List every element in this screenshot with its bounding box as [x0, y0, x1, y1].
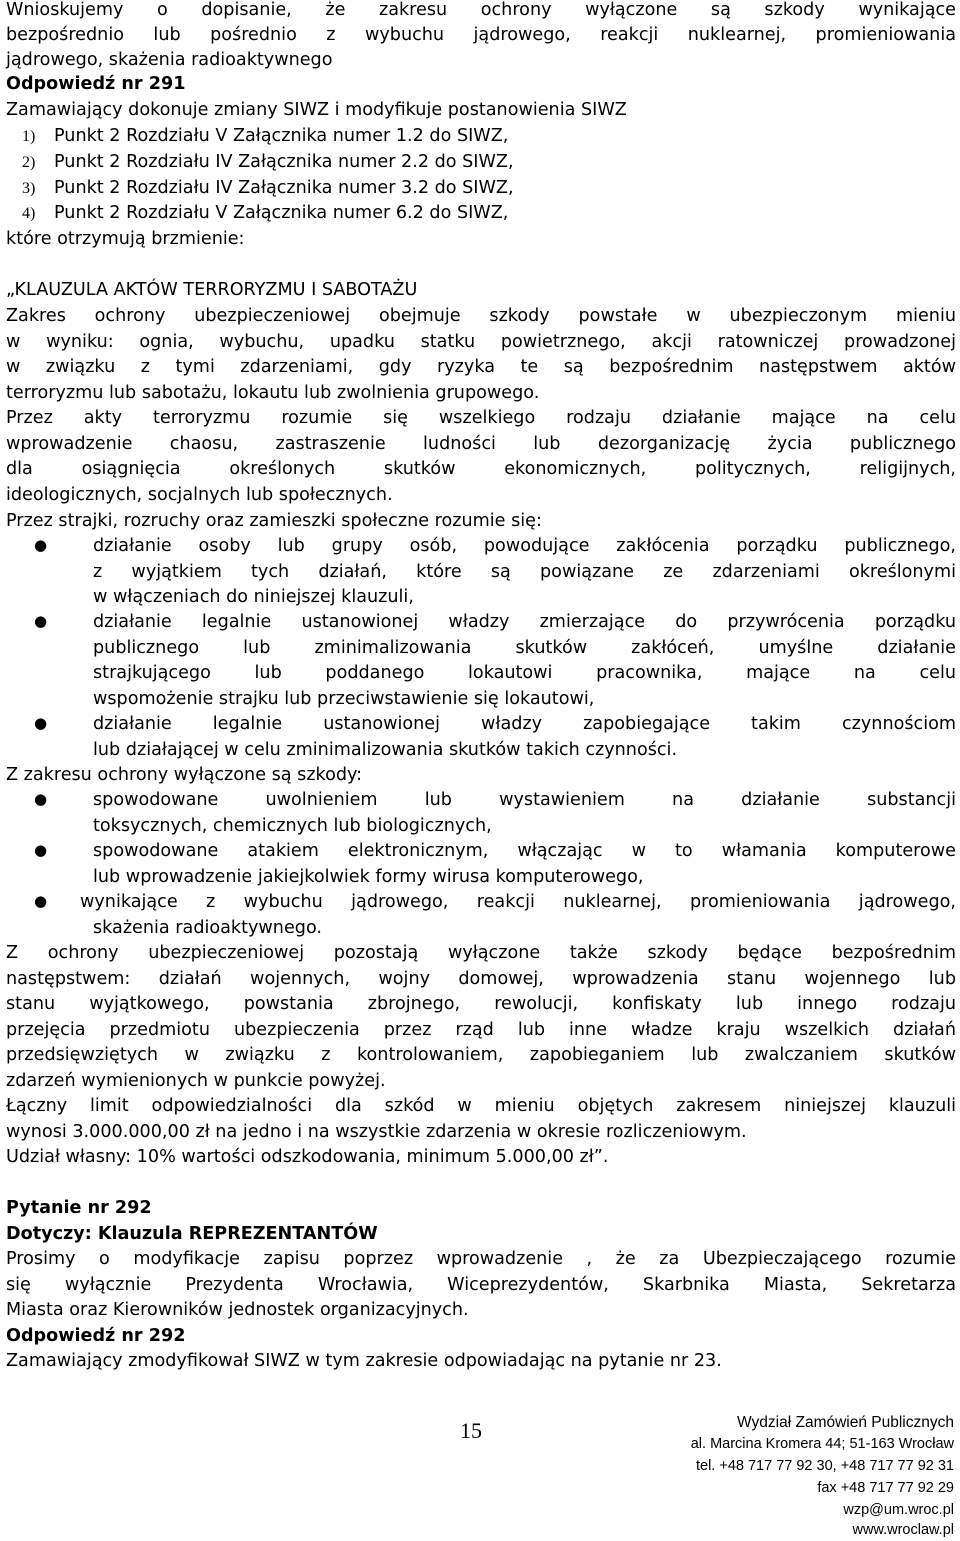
question-292-line: Prosimy o modyfikacje zapisu poprzez wprowadzenie , że za Ubezpieczającego rozumie: [6, 1249, 956, 1269]
bullet-line: działanie legalnie ustanowionej władzy zapobiegające takim czynnościom: [93, 714, 956, 734]
bullet-line: w włączeniach do niniejszej klauzuli,: [93, 587, 414, 607]
question-292-line: Miasta oraz Kierowników jednostek organizacyjnych.: [6, 1300, 469, 1320]
clause-line: Łączny limit odpowiedzialności dla szkód w mieniu objętych zakresem niniejszej klauzuli: [6, 1096, 956, 1116]
list-item: [6, 124, 956, 149]
bullet-line: spowodowane uwolnieniem lub wystawieniem na działanie substancji: [93, 790, 956, 810]
list-number: 1): [22, 128, 36, 145]
bullet-line: strajkującego lub poddanego lokautowi pracownika, mające na celu: [93, 663, 956, 683]
answer-291-title: Odpowiedź nr 291: [6, 74, 186, 94]
clause-line: w związku z tymi zdarzeniami, gdy ryzyka te są bezpośrednim następstwem aktów: [6, 357, 956, 377]
clause-line: terroryzmu lub sabotażu, lokautu lub zwolnienia grupowego.: [6, 383, 540, 403]
bullet-line: wspomożenie strajku lub przeciwstawienie się lokautowi,: [93, 689, 595, 709]
list-number: 4): [22, 205, 36, 222]
question-292-subject: [6, 1222, 956, 1247]
footer-web[interactable]: www.wroclaw.pl: [852, 1522, 954, 1538]
bullet-icon: ●: [34, 612, 48, 630]
clause-line: wynosi 3.000.000,00 zł na jedno i na wszystkie zdarzenia w okresie rozliczeniowym.: [6, 1122, 747, 1142]
subject-bold: REPREZENTANTÓW: [188, 1224, 378, 1244]
list-number: 2): [22, 154, 36, 171]
clause-line: dla osiągnięcia określonych skutków ekonomicznych, politycznych, religijnych,: [6, 459, 956, 479]
question-292-line: się wyłącznie Prezydenta Wrocławia, Wiceprezydentów, Skarbnika Miasta, Sekretarza: [6, 1275, 956, 1295]
bullet-line: spowodowane atakiem elektronicznym, włączając w to włamania komputerowe: [93, 841, 956, 861]
bullet-line: toksycznych, chemicznych lub biologicznych,: [93, 816, 492, 836]
bullet-icon: ●: [34, 714, 48, 732]
clause-line: Z ochrony ubezpieczeniowej pozostają wyłączone także szkody będące bezpośrednim: [6, 943, 956, 963]
clause-line: stanu wyjątkowego, powstania zbrojnego, rewolucji, konfiskaty lub innego rodzaju: [6, 994, 956, 1014]
list-number: 3): [22, 180, 36, 197]
bullet-line: z wyjątkiem tych działań, które są powiązane ze zdarzeniami określonymi: [93, 562, 956, 582]
clause-line: zdarzeń wymienionych w punkcie powyżej.: [6, 1071, 386, 1091]
answer-292-body: Zamawiający zmodyfikował SIWZ w tym zakresie odpowiadając na pytanie nr 23.: [6, 1351, 722, 1371]
footer-org: Wydział Zamówień Publicznych: [737, 1414, 954, 1431]
list-item: [6, 201, 956, 226]
bullet-icon: ●: [34, 892, 48, 910]
footer-address: al. Marcina Kromera 44; 51-163 Wrocław: [690, 1436, 954, 1452]
clause-line: Zakres ochrony ubezpieczeniowej obejmuje szkody powstałe w ubezpieczonym mieniu: [6, 306, 956, 326]
list-text: Punkt 2 Rozdziału V Załącznika numer 6.2 do SIWZ,: [54, 203, 509, 223]
clause-line: przejęcia przedmiotu ubezpieczenia przez rząd lub inne władze kraju wszelkich działań: [6, 1020, 956, 1040]
bullet-line: działanie osoby lub grupy osób, powodujące zakłócenia porządku publicznego,: [93, 536, 956, 556]
footer-fax: fax +48 717 77 92 29: [817, 1480, 954, 1496]
bullet-line: lub działającej w celu zminimalizowania skutków takich czynności.: [93, 740, 678, 760]
clause-line: przedsięwziętych w związku z kontrolowaniem, zapobieganiem lub zwalczaniem skutków: [6, 1045, 956, 1065]
answer-291-lead: Zamawiający dokonuje zmiany SIWZ i modyfikuje postanowienia SIWZ: [6, 100, 627, 120]
intro-line: jądrowego, skażenia radioaktywnego: [6, 50, 333, 70]
intro-line: bezpośrednio lub pośrednio z wybuchu jądrowego, reakcji nuklearnej, promieniowania: [6, 25, 956, 45]
answer-291-after: które otrzymują brzmienie:: [6, 229, 245, 249]
bullet-line: publicznego lub zminimalizowania skutków zakłóceń, umyślne działanie: [93, 638, 956, 658]
subject-prefix: Dotyczy: Klauzula: [6, 1224, 189, 1244]
clause-line: Przez akty terroryzmu rozumie się wszelkiego rodzaju działanie mające na celu: [6, 408, 956, 428]
list-item: [6, 150, 956, 175]
question-292-title: Pytanie nr 292: [6, 1198, 152, 1218]
bullet-line: skażenia radioaktywnego.: [93, 918, 322, 938]
clause-line: w wyniku: ognia, wybuchu, upadku statku powietrznego, akcji ratowniczej prowadzonej: [6, 332, 956, 352]
bullet-line: działanie legalnie ustanowionej władzy zmierzające do przywrócenia porządku: [93, 612, 956, 632]
list-text: Punkt 2 Rozdziału IV Załącznika numer 2.2 do SIWZ,: [54, 152, 514, 172]
footer-tel: tel. +48 717 77 92 30, +48 717 77 92 31: [695, 1458, 954, 1474]
bullet-icon: ●: [34, 790, 48, 808]
clause-line: Przez strajki, rozruchy oraz zamieszki społeczne rozumie się:: [6, 511, 542, 531]
clause-line: Udział własny: 10% wartości odszkodowania, minimum 5.000,00 zł”.: [6, 1147, 609, 1167]
footer-email[interactable]: wzp@um.wroc.pl: [843, 1502, 954, 1518]
list-item: [6, 176, 956, 201]
page-number: 15: [460, 1418, 482, 1443]
bullet-line: lub wprowadzenie jakiejkolwiek formy wirusa komputerowego,: [93, 867, 644, 887]
clause-line: Z zakresu ochrony wyłączone są szkody:: [6, 765, 363, 785]
bullet-line: wynikające z wybuchu jądrowego, reakcji nuklearnej, promieniowania jądrowego,: [80, 892, 956, 912]
answer-292-title: Odpowiedź nr 292: [6, 1326, 186, 1346]
clause-line: ideologicznych, socjalnych lub społecznych.: [6, 485, 393, 505]
bullet-icon: ●: [34, 841, 48, 859]
clause-heading: „KLAUZULA AKTÓW TERRORYZMU I SABOTAŻU: [6, 280, 418, 300]
bullet-icon: ●: [34, 536, 48, 554]
intro-line: Wnioskujemy o dopisanie, że zakresu ochrony wyłączone są szkody wynikające: [6, 0, 956, 20]
clause-line: następstwem: działań wojennych, wojny domowej, wprowadzenia stanu wojennego lub: [6, 969, 956, 989]
list-text: Punkt 2 Rozdziału IV Załącznika numer 3.2 do SIWZ,: [54, 178, 514, 198]
clause-line: wprowadzenie chaosu, zastraszenie ludności lub dezorganizację życia publicznego: [6, 434, 956, 454]
list-text: Punkt 2 Rozdziału V Załącznika numer 1.2 do SIWZ,: [54, 126, 509, 146]
